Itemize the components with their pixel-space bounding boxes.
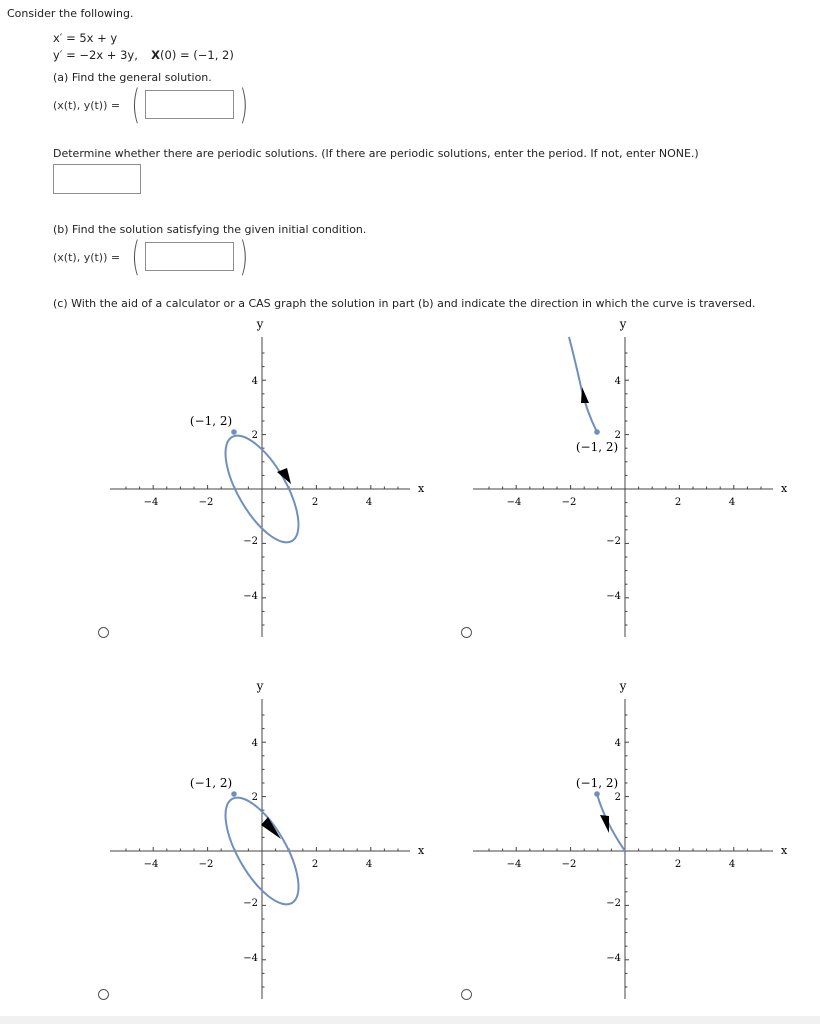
graph-2-axes — [473, 337, 773, 637]
part-a-answer-input[interactable] — [145, 90, 234, 119]
graph-2-tick-y-2: 2 — [614, 430, 621, 441]
graph-1-initial-point — [231, 429, 237, 435]
part-c-prompt: (c) With the aid of a calculator or a CAS graph the solution in part (b) and indicate the direction in which the curve is traversed. — [53, 297, 756, 310]
intro-text: Consider the following. — [7, 7, 134, 20]
graph-3-tick-y-4: 4 — [251, 738, 258, 749]
part-b-right-paren: ) — [239, 234, 249, 280]
graph-4-tick-y-2: 2 — [614, 792, 621, 803]
graph-1-tick-x-4: 4 — [365, 497, 373, 508]
graph-2-tick-y-4: 4 — [614, 376, 621, 387]
graph-2-tick-y-neg4: −4 — [606, 591, 621, 602]
part-a-left-paren: ( — [131, 82, 141, 128]
part-b-answer-input[interactable] — [145, 242, 234, 271]
graph-2-tick-y-neg2: −2 — [606, 536, 621, 547]
graph-4-tick-x-4: 4 — [728, 859, 736, 870]
initial-condition-value: (0) = (−1, 2) — [160, 48, 234, 62]
graph-4-point-label: (−1, 2) — [575, 776, 619, 790]
part-a-right-paren: ) — [239, 82, 249, 128]
graph-option-3 — [100, 677, 430, 999]
period-answer-input[interactable] — [53, 164, 141, 194]
graph-4-tick-x-2: 2 — [674, 859, 682, 870]
graph-2-point-label: (−1, 2) — [575, 440, 619, 454]
part-b-prompt: (b) Find the solution satisfying the given initial condition. — [53, 223, 367, 236]
graph-4-tick-y-4: 4 — [614, 738, 621, 749]
part-b-tuple-label: (x(t), y(t)) = — [53, 251, 121, 264]
graph-3-radio[interactable] — [98, 989, 109, 1000]
graph-3-tick-y-neg4: −4 — [243, 953, 258, 964]
page-footer-bar — [0, 1016, 820, 1024]
graph-2-solution-curve — [569, 337, 597, 432]
graph-4-x-label: x — [781, 844, 788, 857]
graph-4-tick-y-neg2: −2 — [606, 898, 621, 909]
graph-2-radio[interactable] — [461, 627, 472, 638]
graph-4-direction-arrow — [600, 815, 609, 833]
graph-4-tick-x-neg2: −2 — [561, 859, 577, 870]
graph-2-tick-x-4: 4 — [728, 497, 736, 508]
graph-4-radio[interactable] — [461, 989, 472, 1000]
equation-y-prime: y′ = −2x + 3y, — [53, 48, 138, 62]
graph-1-tick-y-neg2: −2 — [243, 536, 258, 547]
graph-3-tick-x-neg2: −2 — [198, 859, 214, 870]
graph-3-point-label: (−1, 2) — [189, 776, 233, 790]
graph-1-radio[interactable] — [98, 627, 109, 638]
graph-1-tick-y-2: 2 — [251, 430, 258, 441]
graph-1-point-label: (−1, 2) — [189, 414, 233, 428]
graph-2-tick-x-neg4: −4 — [506, 497, 522, 508]
graph-3-x-label: x — [418, 844, 425, 857]
graph-4-tick-y-neg4: −4 — [606, 953, 621, 964]
graph-option-1 — [100, 315, 430, 637]
graph-1-axes — [110, 337, 410, 637]
graph-3-axes — [110, 699, 410, 999]
graph-4-y-label: y — [619, 679, 627, 693]
graph-1-tick-x-neg4: −4 — [143, 497, 159, 508]
part-a-tuple-label: (x(t), y(t)) = — [53, 99, 121, 112]
graph-2-tick-x-neg2: −2 — [561, 497, 577, 508]
part-b-left-paren: ( — [131, 234, 141, 280]
graph-1-tick-x-2: 2 — [311, 497, 319, 508]
graph-2-y-label: y — [619, 317, 627, 331]
equation-line-2 — [53, 48, 234, 62]
graph-3-y-label: y — [256, 679, 264, 693]
periodic-prompt: Determine whether there are periodic solutions. (If there are periodic solutions, enter the period. If not, enter NONE.) — [53, 147, 699, 160]
graph-2-direction-arrow — [581, 387, 589, 403]
graph-4-tick-x-neg4: −4 — [506, 859, 522, 870]
graph-3-initial-point — [231, 791, 237, 797]
graph-4-initial-point — [594, 791, 600, 797]
graph-1-tick-y-neg4: −4 — [243, 591, 258, 602]
graph-1-tick-y-4: 4 — [251, 376, 258, 387]
graph-2-initial-point — [594, 429, 600, 435]
graph-1-y-label: y — [256, 317, 264, 331]
initial-condition-vector: X — [151, 48, 161, 62]
graph-3-tick-y-2: 2 — [251, 792, 258, 803]
graph-2-x-label: x — [781, 482, 788, 495]
graph-3-tick-x-2: 2 — [311, 859, 319, 870]
graph-3-tick-x-4: 4 — [365, 859, 373, 870]
graph-3-tick-y-neg2: −2 — [243, 898, 258, 909]
graph-option-4 — [463, 677, 793, 999]
graph-1-tick-x-neg2: −2 — [198, 497, 214, 508]
equation-line-1: x′ = 5x + y — [53, 31, 118, 45]
graph-2-tick-x-2: 2 — [674, 497, 682, 508]
graph-3-tick-x-neg4: −4 — [143, 859, 159, 870]
part-a-prompt: (a) Find the general solution. — [53, 71, 212, 84]
graph-option-2 — [463, 315, 793, 637]
graph-1-x-label: x — [418, 482, 425, 495]
